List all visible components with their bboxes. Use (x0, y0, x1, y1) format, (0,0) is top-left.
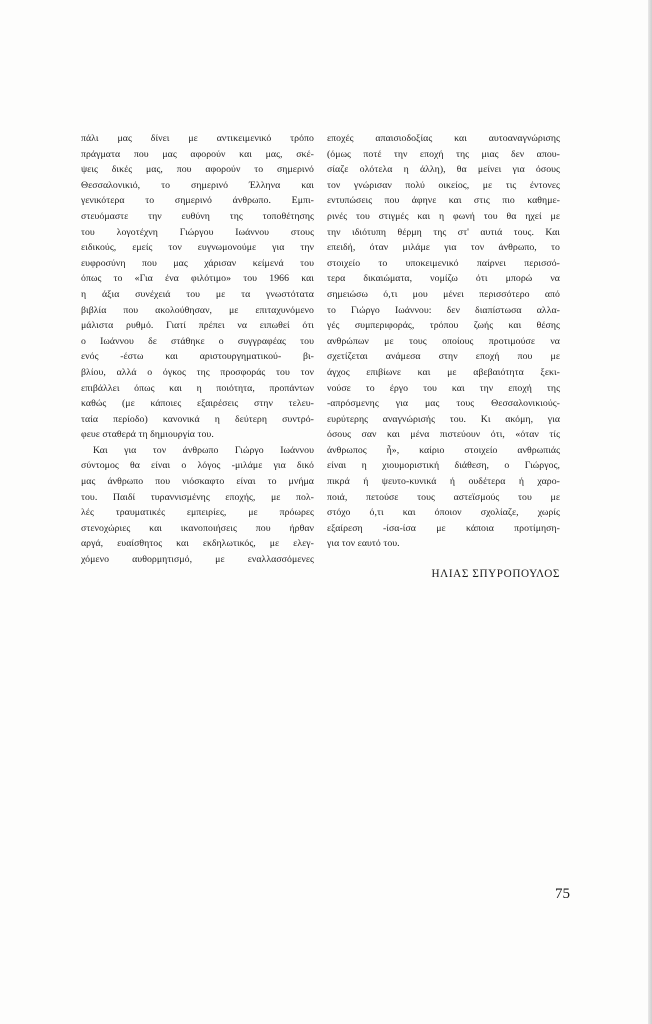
text-line: καθώς (με κάποιες εξαιρέσεις στην τελευ- (81, 398, 314, 410)
text-line: όπως το «Για ένα φιλότιμο» του 1966 και (81, 273, 314, 285)
text-line: ευρύτερης αναγνώρισής του. Κι ακόμη, για (327, 413, 560, 425)
text-line: γές συμπεριφοράς, τρόπου ζωής και θέσης (327, 320, 560, 332)
text-line: αργά, ευαίσθητος και εκδηλωτικός, με ελεγ- (81, 538, 314, 550)
text-line: νούσε το έργο του και την εποχή της (327, 382, 560, 394)
text-line: ρινές του στιγμές και η φωνή του θα ηχεί με (327, 210, 560, 222)
text-column-right (327, 131, 560, 552)
text-line: βιβλία που ακολούθησαν, με επιταχυνόμενο (81, 304, 314, 316)
text-line: του. Παιδί τυραννισμένης εποχής, με πολ- (81, 491, 314, 503)
text-line: ποιά, πετούσε τους αστεϊσμούς του με (327, 491, 560, 503)
text-line: Θεσσαλονικιό, το σημερινό Έλληνα και (81, 179, 314, 191)
text-line: μάλιστα ρυθμό. Γιατί πρέπει να ειπωθεί ότι (81, 320, 314, 332)
text-line: σύντομος θα είναι ο λόγος -μιλάμε για δικό (81, 460, 314, 472)
text-line: όσους σαν και μένα πιστεύουν ότι, «όταν τίς (327, 429, 560, 441)
text-line: στοιχείο το υποκειμενικό παίρνει περισσό- (327, 257, 560, 269)
text-line: σχετίζεται ανάμεσα στην εποχή που με (327, 351, 560, 363)
text-line: άνθρωπος ἦ», καίριο στοιχείο ανθρωπιάς (327, 444, 560, 456)
page-number: 75 (555, 886, 570, 902)
text-line: βλίου, αλλά ο όγκος της προσφοράς του τον (81, 366, 314, 378)
author-signature: ΗΛΙΑΣ ΣΠΥΡΟΠΟΥΛΟΣ (431, 568, 560, 580)
text-line: η άξια συνέχειά του με τα γνωστότατα (81, 288, 314, 300)
text-line: φευε σταθερά τη δημιουργία του. (81, 429, 214, 441)
text-line: πράγματα που μας αφορούν και μας, σκέ- (81, 148, 314, 160)
text-line: ειδικούς, εμείς τον ευγνωμονούμε για την (81, 242, 314, 254)
text-line: εξαίρεση -ίσα-ίσα με κάποια προτίμηση- (327, 522, 560, 534)
text-column-left (81, 131, 314, 568)
text-line: σίαζε ολότελα η άλλη), θα μείνει για όσους (327, 164, 560, 176)
text-line: ανθρώπων με τους οποίους προτιμούσε να (327, 335, 560, 347)
text-line: επιβάλλει όπως και η ποιότητα, προπάντων (81, 382, 314, 394)
text-line: του λογοτέχνη Γιώργου Ιωάννου στους (81, 226, 314, 238)
text-line: ο Ιωάννου δε στάθηκε ο συγγραφέας του (81, 335, 314, 347)
text-line: εντυπώσεις που άφηνε και στις πιο καθημε- (327, 195, 560, 207)
text-line: είναι η χιουμοριστική διάθεση, ο Γιώργος, (327, 460, 560, 472)
text-line: στόχο ό,τι και όποιον σχολίαζε, χωρίς (327, 507, 560, 519)
text-line: την ιδιότυπη θέρμη της στ' αυτιά τους. Και (327, 226, 560, 238)
text-line: σημειώσω ό,τι μου μένει περισσότερο από (327, 288, 560, 300)
text-line: -απρόσμενης για μας τους Θεσσαλονικιούς- (327, 398, 560, 410)
text-line: ενός -έστω και αριστουργηματικού- βι- (81, 351, 314, 363)
text-line: το Γιώργο Ιωάννου: δεν διαπίστωσα αλλα- (327, 304, 560, 316)
text-line: (όμως ποτέ την εποχή της μιας δεν απου- (327, 148, 560, 160)
text-line: εποχές απαισιοδοξίας και αυτοαναγνώρισης (327, 133, 560, 144)
text-line: ψεις δικές μας, που αφορούν το σημερινό (81, 164, 314, 176)
page-edge-shadow (648, 0, 652, 1024)
text-line: χόμενο αυθορμητισμό, με εναλλασσόμενες (81, 554, 314, 566)
text-line: επειδή, όταν μιλάμε για τον άνθρωπο, το (327, 242, 560, 254)
text-line: γενικότερα το σημερινό άνθρωπο. Εμπι- (81, 195, 314, 207)
text-line: για τον εαυτό του. (327, 538, 400, 550)
text-line: πάλι μας δίνει με αντικειμενικό τρόπο (81, 133, 314, 144)
text-line: στευόμαστε την ευθύνη της τοποθέτησης (81, 210, 314, 222)
text-line: πικρά ή ψευτο-κυνικά ή ουδέτερα ή χαρο- (327, 476, 560, 488)
text-line: στενοχώριες και ικανοποιήσεις που ήρθαν (81, 522, 314, 534)
text-line: άγχος επιβίωνε και με αβεβαιότητα ξεκι- (327, 366, 560, 378)
text-line: λές τραυματικές εμπειρίες, με πρόωρες (81, 507, 314, 519)
text-line: τον γνώρισαν πολύ οικείος, με τις έντονες (327, 179, 560, 191)
text-line: ευφροσύνη που μας χάρισαν κείμενά του (81, 257, 314, 269)
text-line: μας άνθρωπο που νιόσκαφτο είναι το μνήμα (81, 476, 314, 488)
text-line: Και για τον άνθρωπο Γιώργο Ιωάννου (93, 444, 314, 456)
text-line: τερα δικαιώματα, νομίζω ότι μπορώ να (327, 273, 560, 285)
text-line: ταία περίοδο) κανονικά η δεύτερη συντρό- (81, 413, 314, 425)
